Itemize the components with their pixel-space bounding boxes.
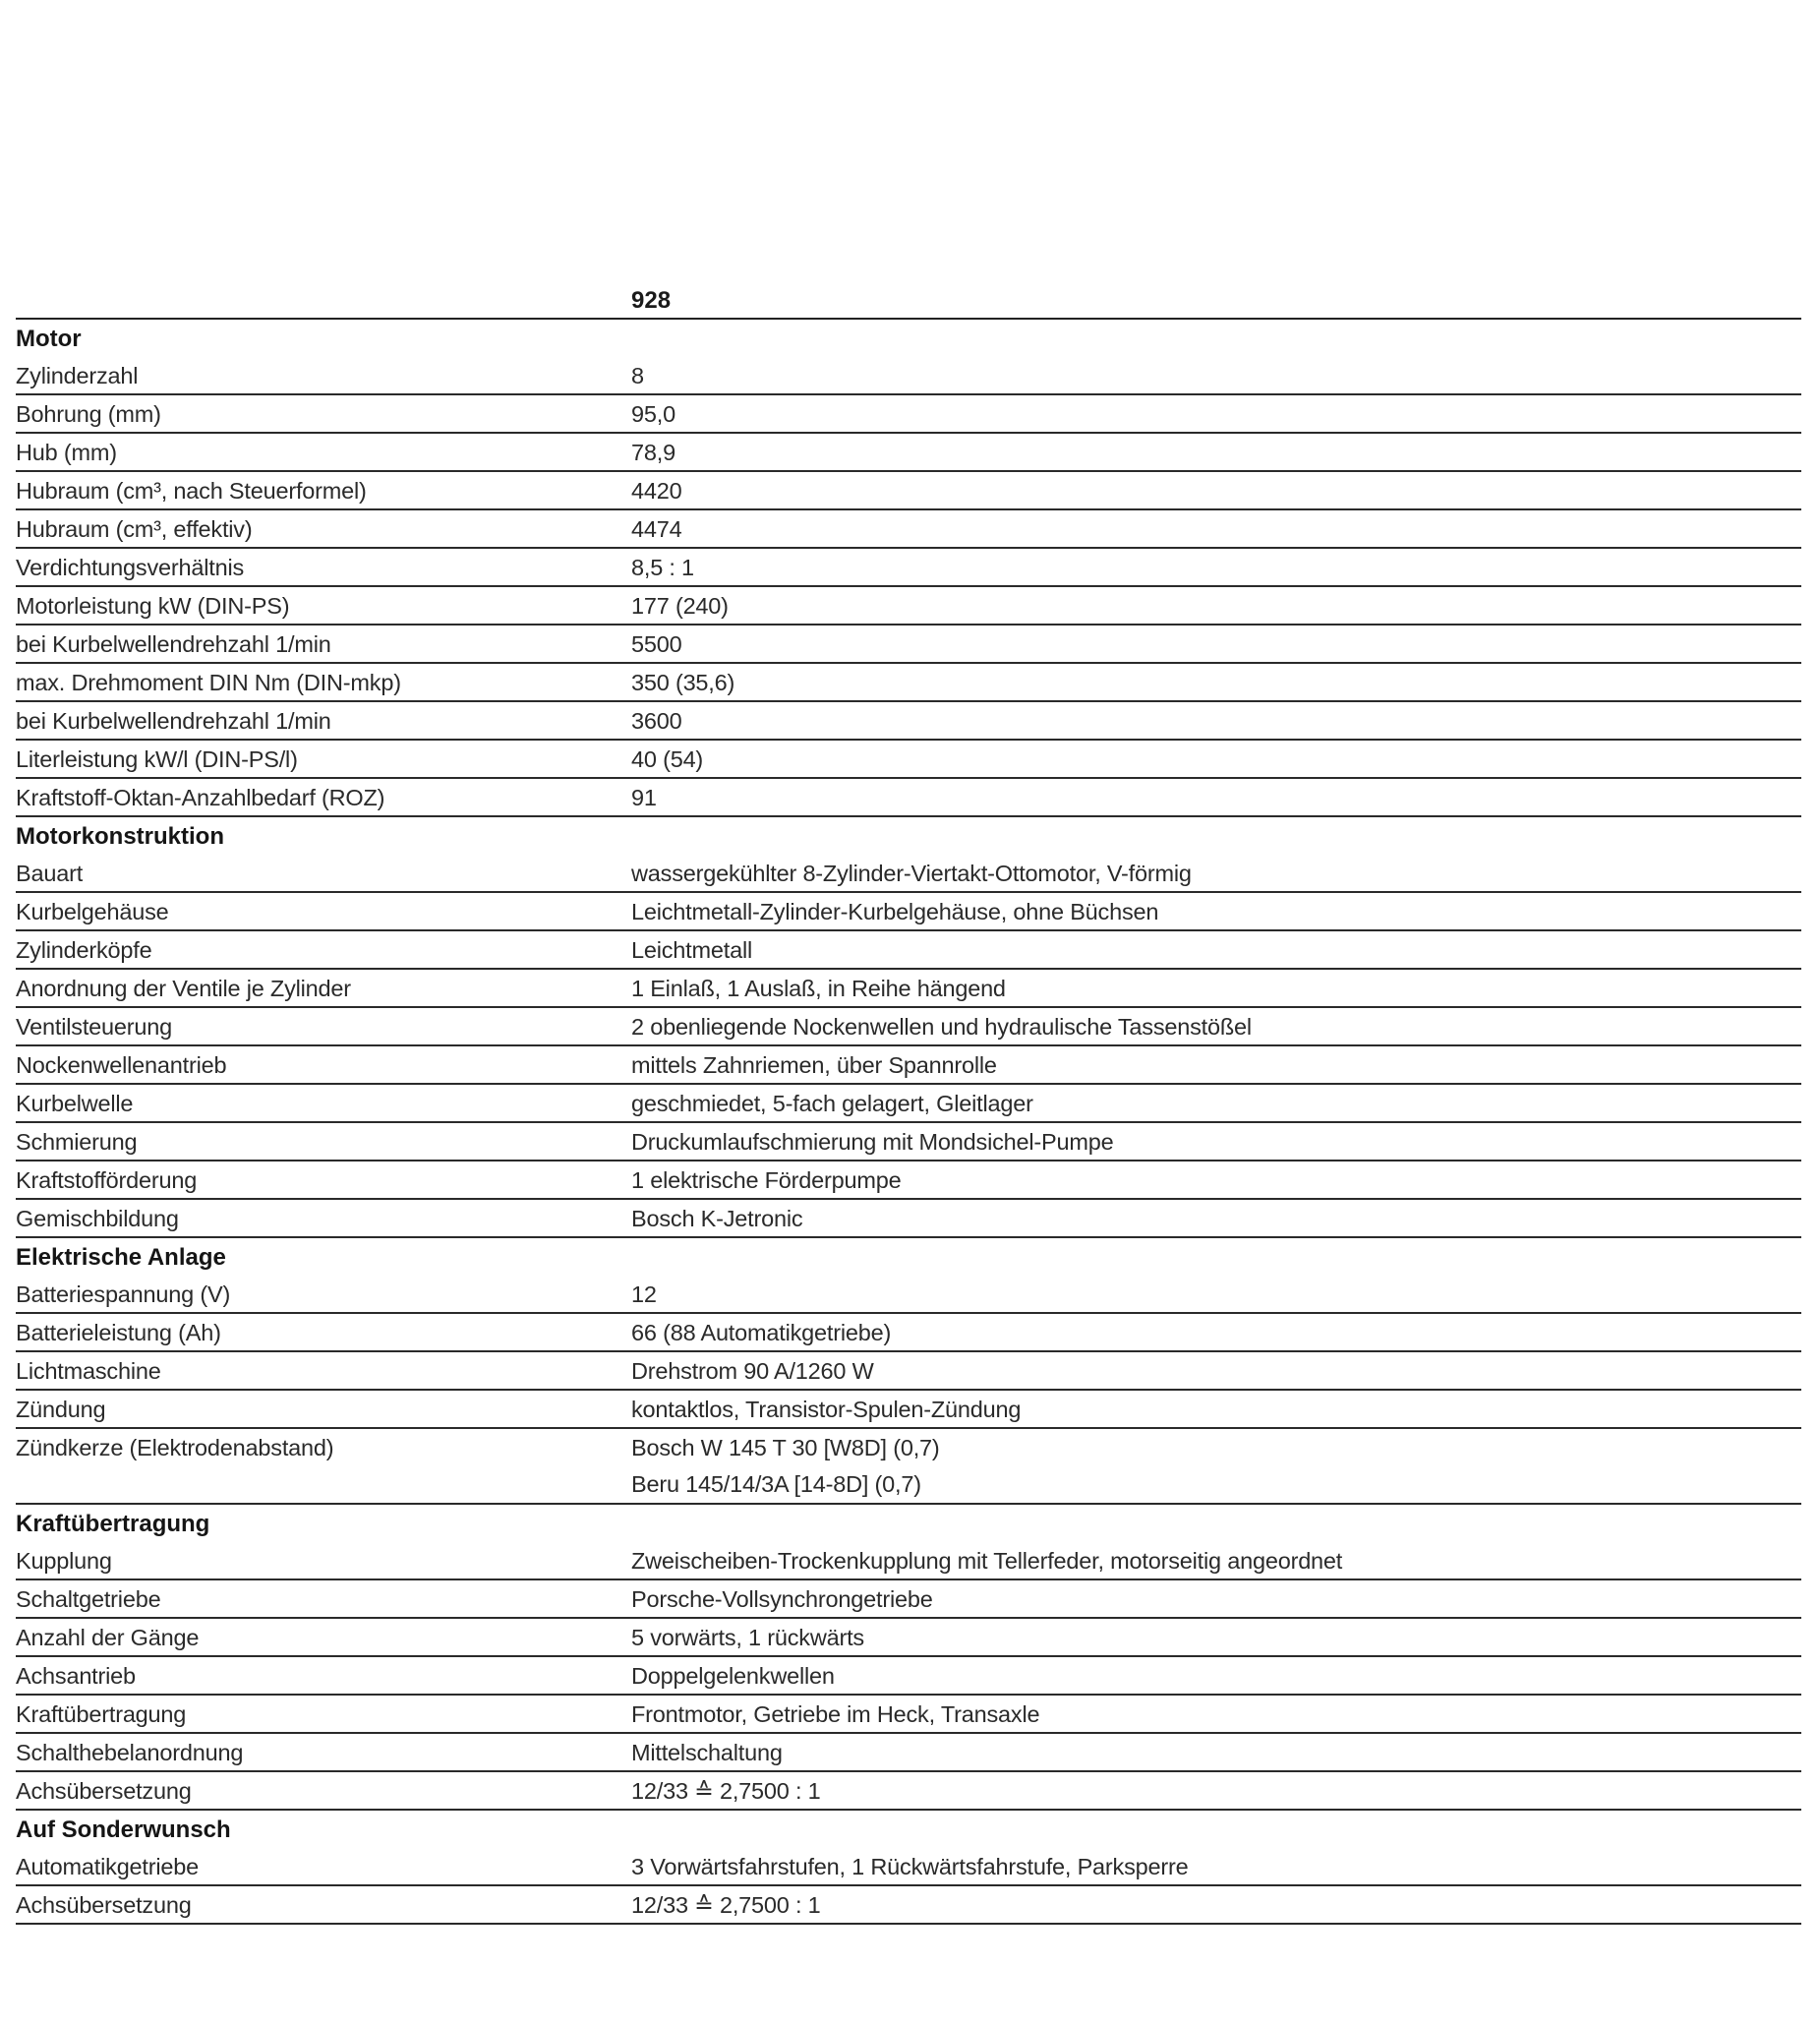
spec-label: Hub (mm)	[16, 440, 117, 465]
spec-row	[16, 1046, 1801, 1085]
spec-row	[16, 1352, 1801, 1391]
spec-value: mittels Zahnriemen, über Spannrolle	[631, 1052, 997, 1078]
spec-value: 1 elektrische Förderpumpe	[631, 1167, 902, 1193]
spec-value: Mittelschaltung	[631, 1740, 783, 1765]
spec-label: Lichtmaschine	[16, 1358, 161, 1384]
spec-label: Verdichtungsverhältnis	[16, 555, 245, 580]
spec-label: bei Kurbelwellendrehzahl 1/min	[16, 631, 331, 657]
spec-label: Batteriespannung (V)	[16, 1281, 231, 1307]
spec-label: Anzahl der Gänge	[16, 1625, 200, 1650]
spec-row	[16, 1391, 1801, 1429]
section-title: Elektrische Anlage	[16, 1244, 226, 1271]
spec-value	[631, 1429, 1801, 1503]
spec-value: 12/33 ≙ 2,7500 : 1	[631, 1892, 821, 1918]
spec-row	[16, 893, 1801, 931]
spec-row	[16, 549, 1801, 587]
spec-value: 8	[631, 363, 644, 388]
spec-value: wassergekühlter 8-Zylinder-Viertakt-Ottomotor, V-förmig	[631, 861, 1192, 886]
spec-row	[16, 1276, 1801, 1314]
spec-value: Zweischeiben-Trockenkupplung mit Tellerfeder, motorseitig angeordnet	[631, 1548, 1343, 1574]
spec-label: Zündung	[16, 1397, 106, 1422]
model-header	[16, 280, 1801, 320]
spec-row	[16, 625, 1801, 664]
spec-label: Schmierung	[16, 1129, 138, 1155]
spec-label: Schaltgetriebe	[16, 1586, 161, 1612]
spec-value: 12	[631, 1281, 657, 1307]
spec-row	[16, 1734, 1801, 1772]
spec-row	[16, 587, 1801, 625]
spec-row	[16, 1200, 1801, 1238]
spec-value-line: Beru 145/14/3A [14-8D] (0,7)	[631, 1471, 921, 1497]
spec-label: Achsübersetzung	[16, 1778, 192, 1804]
spec-row	[16, 434, 1801, 472]
spec-row	[16, 741, 1801, 779]
spec-label: Kurbelwelle	[16, 1091, 134, 1116]
spec-row	[16, 1580, 1801, 1619]
spec-row	[16, 510, 1801, 549]
section-title: Motor	[16, 326, 82, 352]
spec-label: bei Kurbelwellendrehzahl 1/min	[16, 708, 331, 734]
spec-label: Batterieleistung (Ah)	[16, 1320, 221, 1345]
spec-label: Kurbelgehäuse	[16, 899, 169, 924]
spec-value: Frontmotor, Getriebe im Heck, Transaxle	[631, 1701, 1040, 1727]
spec-row	[16, 702, 1801, 741]
spec-label: Kraftstofförderung	[16, 1167, 198, 1193]
spec-value: geschmiedet, 5-fach gelagert, Gleitlager	[631, 1091, 1033, 1116]
spec-value: 8,5 : 1	[631, 555, 694, 580]
spec-row	[16, 779, 1801, 817]
spec-label: Motorleistung kW (DIN-PS)	[16, 593, 290, 619]
spec-label: Kraftstoff-Oktan-Anzahlbedarf (ROZ)	[16, 785, 385, 810]
spec-section	[16, 817, 1801, 1238]
spec-row	[16, 1085, 1801, 1123]
spec-value: 78,9	[631, 440, 675, 465]
spec-value: Druckumlaufschmierung mit Mondsichel-Pumpe	[631, 1129, 1114, 1155]
spec-value: Porsche-Vollsynchrongetriebe	[631, 1586, 933, 1612]
spec-value: 177 (240)	[631, 593, 729, 619]
spec-label: Achsübersetzung	[16, 1892, 192, 1918]
spec-row	[16, 1886, 1801, 1925]
spec-row	[16, 970, 1801, 1008]
spec-row	[16, 1657, 1801, 1696]
spec-row	[16, 395, 1801, 434]
spec-label: Automatikgetriebe	[16, 1854, 200, 1879]
spec-value: 4420	[631, 478, 682, 504]
spec-value-line: Bosch W 145 T 30 [W8D] (0,7)	[631, 1435, 940, 1460]
spec-label: Anordnung der Ventile je Zylinder	[16, 976, 351, 1001]
spec-section	[16, 1811, 1801, 1925]
spec-label: Schalthebelanordnung	[16, 1740, 244, 1765]
spec-value: 40 (54)	[631, 746, 704, 772]
spec-row	[16, 855, 1801, 893]
spec-label: Literleistung kW/l (DIN-PS/l)	[16, 746, 298, 772]
spec-row	[16, 1123, 1801, 1161]
spec-value: Leichtmetall-Zylinder-Kurbelgehäuse, ohne Büchsen	[631, 899, 1159, 924]
model-label: 928	[631, 287, 672, 314]
spec-label: Zylinderköpfe	[16, 937, 152, 963]
spec-label: Nockenwellenantrieb	[16, 1052, 227, 1078]
spec-row	[16, 1772, 1801, 1811]
spec-row	[16, 1314, 1801, 1352]
section-title: Auf Sonderwunsch	[16, 1817, 231, 1843]
spec-value: 91	[631, 785, 657, 810]
spec-label: Bauart	[16, 861, 84, 886]
spec-label: Ventilsteuerung	[16, 1014, 173, 1040]
spec-row	[16, 1008, 1801, 1046]
spec-row	[16, 1542, 1801, 1580]
spec-value: 66 (88 Automatikgetriebe)	[631, 1320, 892, 1345]
spec-section	[16, 1505, 1801, 1811]
spec-label: Hubraum (cm³, nach Steuerformel)	[16, 478, 367, 504]
spec-sections	[16, 320, 1801, 1925]
spec-row	[16, 1161, 1801, 1200]
spec-value: 2 obenliegende Nockenwellen und hydraulische Tassenstößel	[631, 1014, 1252, 1040]
spec-row	[16, 1848, 1801, 1886]
spec-label: Achsantrieb	[16, 1663, 136, 1689]
spec-value: Bosch K-Jetronic	[631, 1206, 803, 1231]
spec-row	[16, 472, 1801, 510]
spec-label: Hubraum (cm³, effektiv)	[16, 516, 253, 542]
section-title: Motorkonstruktion	[16, 823, 224, 850]
spec-row	[16, 664, 1801, 702]
spec-value: 5 vorwärts, 1 rückwärts	[631, 1625, 864, 1650]
spec-value: Doppelgelenkwellen	[631, 1663, 835, 1689]
spec-value: 3 Vorwärtsfahrstufen, 1 Rückwärtsfahrstufe, Parksperre	[631, 1854, 1189, 1879]
spec-value: Leichtmetall	[631, 937, 752, 963]
spec-row	[16, 1696, 1801, 1734]
spec-row	[16, 357, 1801, 395]
spec-value: 5500	[631, 631, 682, 657]
spec-row	[16, 1619, 1801, 1657]
spec-label: Kraftübertragung	[16, 1701, 187, 1727]
spec-label: max. Drehmoment DIN Nm (DIN-mkp)	[16, 670, 401, 695]
spec-row	[16, 1429, 1801, 1505]
spec-label: Gemischbildung	[16, 1206, 179, 1231]
spec-value: 12/33 ≙ 2,7500 : 1	[631, 1778, 821, 1804]
section-title: Kraftübertragung	[16, 1511, 210, 1537]
spec-value: kontaktlos, Transistor-Spulen-Zündung	[631, 1397, 1022, 1422]
spec-row	[16, 931, 1801, 970]
spec-value: 1 Einlaß, 1 Auslaß, in Reihe hängend	[631, 976, 1006, 1001]
spec-section	[16, 320, 1801, 817]
spec-value: 350 (35,6)	[631, 670, 735, 695]
spec-value: 3600	[631, 708, 682, 734]
spec-label: Kupplung	[16, 1548, 112, 1574]
spec-label: Bohrung (mm)	[16, 401, 161, 427]
spec-value: 95,0	[631, 401, 675, 427]
spec-label: Zylinderzahl	[16, 363, 139, 388]
spec-section	[16, 1238, 1801, 1505]
spec-sheet	[16, 280, 1801, 1925]
spec-value: 4474	[631, 516, 682, 542]
spec-value: Drehstrom 90 A/1260 W	[631, 1358, 874, 1384]
spec-label: Zündkerze (Elektrodenabstand)	[16, 1435, 334, 1460]
